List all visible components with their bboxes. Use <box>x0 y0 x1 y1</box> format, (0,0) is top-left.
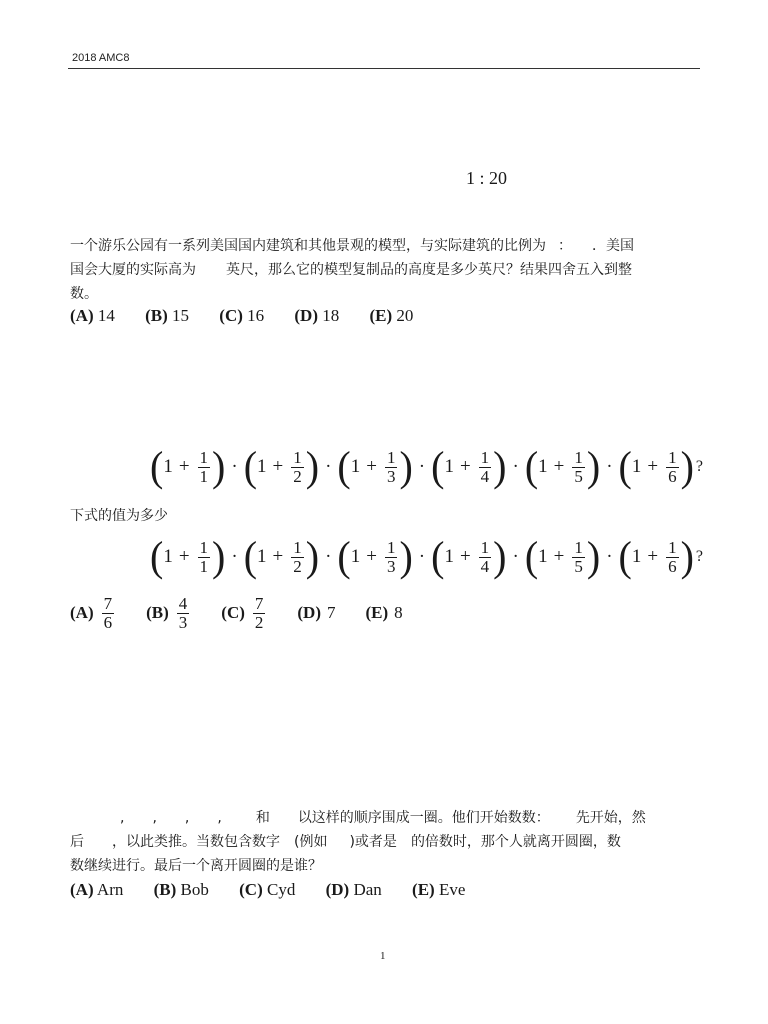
fraction <box>291 539 304 576</box>
open-paren: ( <box>524 442 539 491</box>
fraction-numerator: 1 <box>293 537 302 557</box>
fraction <box>479 449 492 486</box>
fraction-numerator: 1 <box>574 537 583 557</box>
question-mark: ? <box>695 458 703 475</box>
fraction-numerator: 1 <box>199 537 209 557</box>
problem1-text <box>70 234 700 306</box>
problem3-line-1 <box>70 806 700 830</box>
open-paren: ( <box>243 442 258 491</box>
plus-sign: + <box>366 546 377 567</box>
problem1-text-segment: 英尺，那么它的模型复制品的高度是多少英尺？结果四舍五入到整 <box>226 262 632 278</box>
expression-factor <box>243 532 320 581</box>
multiply-dot: · <box>231 456 238 477</box>
problem1-line-2 <box>70 258 700 282</box>
fraction-denominator: 1 <box>199 466 209 486</box>
plus-sign: + <box>366 456 377 477</box>
multiply-dot: · <box>231 546 238 567</box>
expression-factor <box>618 532 694 581</box>
fraction-denominator: 1 <box>199 556 209 576</box>
expression-factor <box>431 532 507 581</box>
fraction-denominator: 5 <box>574 466 583 486</box>
close-paren: ) <box>212 532 226 581</box>
problem3-text-segment: ，以此类推。当数包含数字 <box>112 834 280 850</box>
problem1-text-segment: ．美国 <box>592 238 634 254</box>
expression-factor <box>337 442 413 491</box>
fraction <box>572 449 585 486</box>
problem3-choice-b: (B) Bob <box>153 880 209 899</box>
problem1-line-3 <box>70 282 700 306</box>
fraction-numerator: 1 <box>480 447 490 467</box>
page-number: 1 <box>380 950 386 962</box>
problem1-choice-c: (C) 16 <box>219 306 265 325</box>
problem1-choice-d: (D) 18 <box>294 306 340 325</box>
problem3-text-segment: 的倍数时，那个人就离开圆圈，数 <box>410 834 621 850</box>
problem1-choice-b: (B) 15 <box>145 306 190 325</box>
problem3-line-2 <box>70 830 700 854</box>
fraction-numerator: 1 <box>574 447 583 467</box>
factor-one: 1 <box>163 456 173 477</box>
factor-one: 1 <box>257 546 267 567</box>
problem3-choice-e: (E) Eve <box>412 880 466 899</box>
problem1-text-segment: ： <box>558 238 572 254</box>
fraction <box>572 539 585 576</box>
problem3-choice-c: (C) Cyd <box>239 880 296 899</box>
problem1-choices <box>70 306 439 326</box>
expression-factor <box>618 442 694 491</box>
fraction-denominator: 2 <box>293 466 302 486</box>
plus-sign: + <box>553 546 565 567</box>
open-paren: ( <box>618 532 632 581</box>
close-paren: ) <box>399 532 413 581</box>
fraction <box>198 539 211 576</box>
problem2-choices <box>70 595 433 632</box>
problem3-text-segment: 先开始，然 <box>575 810 646 826</box>
expression-factor <box>524 532 601 581</box>
problem3-choices <box>70 880 491 900</box>
problem1-text-segment: 一个游乐公园有一系列美国国内建筑和其他景观的模型，与实际建筑的比例为 <box>70 238 546 254</box>
close-paren: ) <box>680 442 694 491</box>
plus-sign: + <box>647 546 659 567</box>
expression-factor <box>431 442 507 491</box>
factor-one: 1 <box>257 456 267 477</box>
close-paren: ) <box>586 442 601 491</box>
plus-sign: + <box>272 456 284 477</box>
question-mark: ? <box>695 548 703 565</box>
fraction <box>666 449 679 486</box>
factor-one: 1 <box>444 546 454 567</box>
problem3-text-segment: 以这样的顺序围成一圈。他们开始数数： <box>297 810 550 826</box>
fraction <box>385 449 398 486</box>
problem3-text-segment: , <box>217 810 222 826</box>
open-paren: ( <box>150 532 164 581</box>
expression-factor <box>337 532 413 581</box>
factor-one: 1 <box>350 456 361 477</box>
problem2-prompt-text: 下式的值为多少 <box>70 508 168 524</box>
fraction <box>479 539 492 576</box>
fraction <box>666 539 679 576</box>
problem2-prompt <box>70 504 700 528</box>
expression-factor <box>150 442 226 491</box>
fraction-denominator: 4 <box>480 466 490 486</box>
close-paren: ) <box>586 532 601 581</box>
problem3-text-segment: , <box>152 810 157 826</box>
problem1-line-1 <box>70 234 700 258</box>
problem2-expression-display <box>150 442 703 491</box>
fraction <box>385 539 398 576</box>
scale-ratio: 1 : 20 <box>466 168 508 188</box>
plus-sign: + <box>272 546 284 567</box>
close-paren: ) <box>493 442 507 491</box>
factor-one: 1 <box>444 456 454 477</box>
factor-one: 1 <box>631 546 642 567</box>
multiply-dot: · <box>606 456 613 477</box>
open-paren: ( <box>618 442 632 491</box>
problem3-choice-d: (D) Dan <box>325 880 382 899</box>
close-paren: ) <box>399 442 413 491</box>
multiply-dot: · <box>325 546 332 567</box>
close-paren: ) <box>305 532 320 581</box>
fraction-denominator: 6 <box>668 466 677 486</box>
plus-sign: + <box>553 456 565 477</box>
open-paren: ( <box>431 532 445 581</box>
problem3-text-segment: 和 <box>255 810 270 826</box>
fraction-denominator: 5 <box>574 556 583 576</box>
factor-one: 1 <box>538 456 548 477</box>
open-paren: ( <box>243 532 258 581</box>
factor-one: 1 <box>631 456 642 477</box>
problem1-choice-e: (E) 20 <box>369 306 414 325</box>
plus-sign: + <box>459 456 471 477</box>
expression-factor <box>524 442 601 491</box>
problem3-text-segment: 数继续进行。最后一个离开圆圈的是谁？ <box>70 858 322 874</box>
problem2-expression <box>150 532 703 581</box>
plus-sign: + <box>647 456 659 477</box>
fraction <box>291 449 304 486</box>
open-paren: ( <box>431 442 445 491</box>
problem3-text <box>70 806 700 878</box>
fraction-denominator: 3 <box>386 466 396 486</box>
problem3-text-segment: , <box>120 810 125 826</box>
expression-factor <box>150 532 226 581</box>
fraction-numerator: 1 <box>668 447 677 467</box>
problem2-choice-d: (D) 7 <box>297 603 336 623</box>
page-header-title: 2018 AMC8 <box>72 52 130 64</box>
problem3-line-3 <box>70 854 700 878</box>
problem1-text-segment: 数。 <box>70 286 98 302</box>
plus-sign: + <box>178 456 190 477</box>
problem2-choice-a: (A) $\frac{7}{6}$ <box>70 594 113 632</box>
fraction-numerator: 1 <box>480 537 490 557</box>
problem3-text-segment: , <box>184 810 190 826</box>
multiply-dot: · <box>512 546 519 567</box>
expression-factor <box>243 442 320 491</box>
open-paren: ( <box>524 532 539 581</box>
problem2-choice-e: (E) 8 <box>365 603 403 623</box>
fraction-numerator: 1 <box>386 447 396 467</box>
fraction-numerator: 1 <box>293 447 302 467</box>
close-paren: ) <box>680 532 694 581</box>
fraction <box>198 449 211 486</box>
problem2-choice-b: (B) $\frac{4}{3}$ <box>146 594 188 632</box>
open-paren: ( <box>150 442 164 491</box>
problem1-choice-a: (A) 14 <box>70 306 115 325</box>
header-divider <box>68 68 700 69</box>
fraction-numerator: 1 <box>199 447 209 467</box>
problem3-text-segment: )或者是 <box>349 834 397 850</box>
factor-one: 1 <box>538 546 548 567</box>
fraction-denominator: 3 <box>386 556 396 576</box>
open-paren: ( <box>337 442 351 491</box>
close-paren: ) <box>305 442 320 491</box>
problem3-choice-a: (A) Arn <box>70 880 124 899</box>
multiply-dot: · <box>418 546 426 567</box>
problem2-choice-c: (C) $\frac{7}{2}$ <box>221 594 264 632</box>
fraction-denominator: 6 <box>668 556 677 576</box>
multiply-dot: · <box>512 456 519 477</box>
factor-one: 1 <box>163 546 173 567</box>
multiply-dot: · <box>325 456 332 477</box>
multiply-dot: · <box>418 456 426 477</box>
factor-one: 1 <box>350 546 361 567</box>
fraction-numerator: 1 <box>668 537 677 557</box>
plus-sign: + <box>459 546 471 567</box>
problem3-text-segment: (例如 <box>294 834 328 850</box>
fraction-denominator: 4 <box>480 556 490 576</box>
multiply-dot: · <box>606 546 613 567</box>
problem1-text-segment: 国会大厦的实际高为 <box>70 262 196 278</box>
fraction-numerator: 1 <box>386 537 396 557</box>
close-paren: ) <box>212 442 226 491</box>
problem3-text-segment: 后 <box>70 834 84 850</box>
fraction-denominator: 2 <box>293 556 302 576</box>
plus-sign: + <box>178 546 190 567</box>
open-paren: ( <box>337 532 351 581</box>
close-paren: ) <box>493 532 507 581</box>
